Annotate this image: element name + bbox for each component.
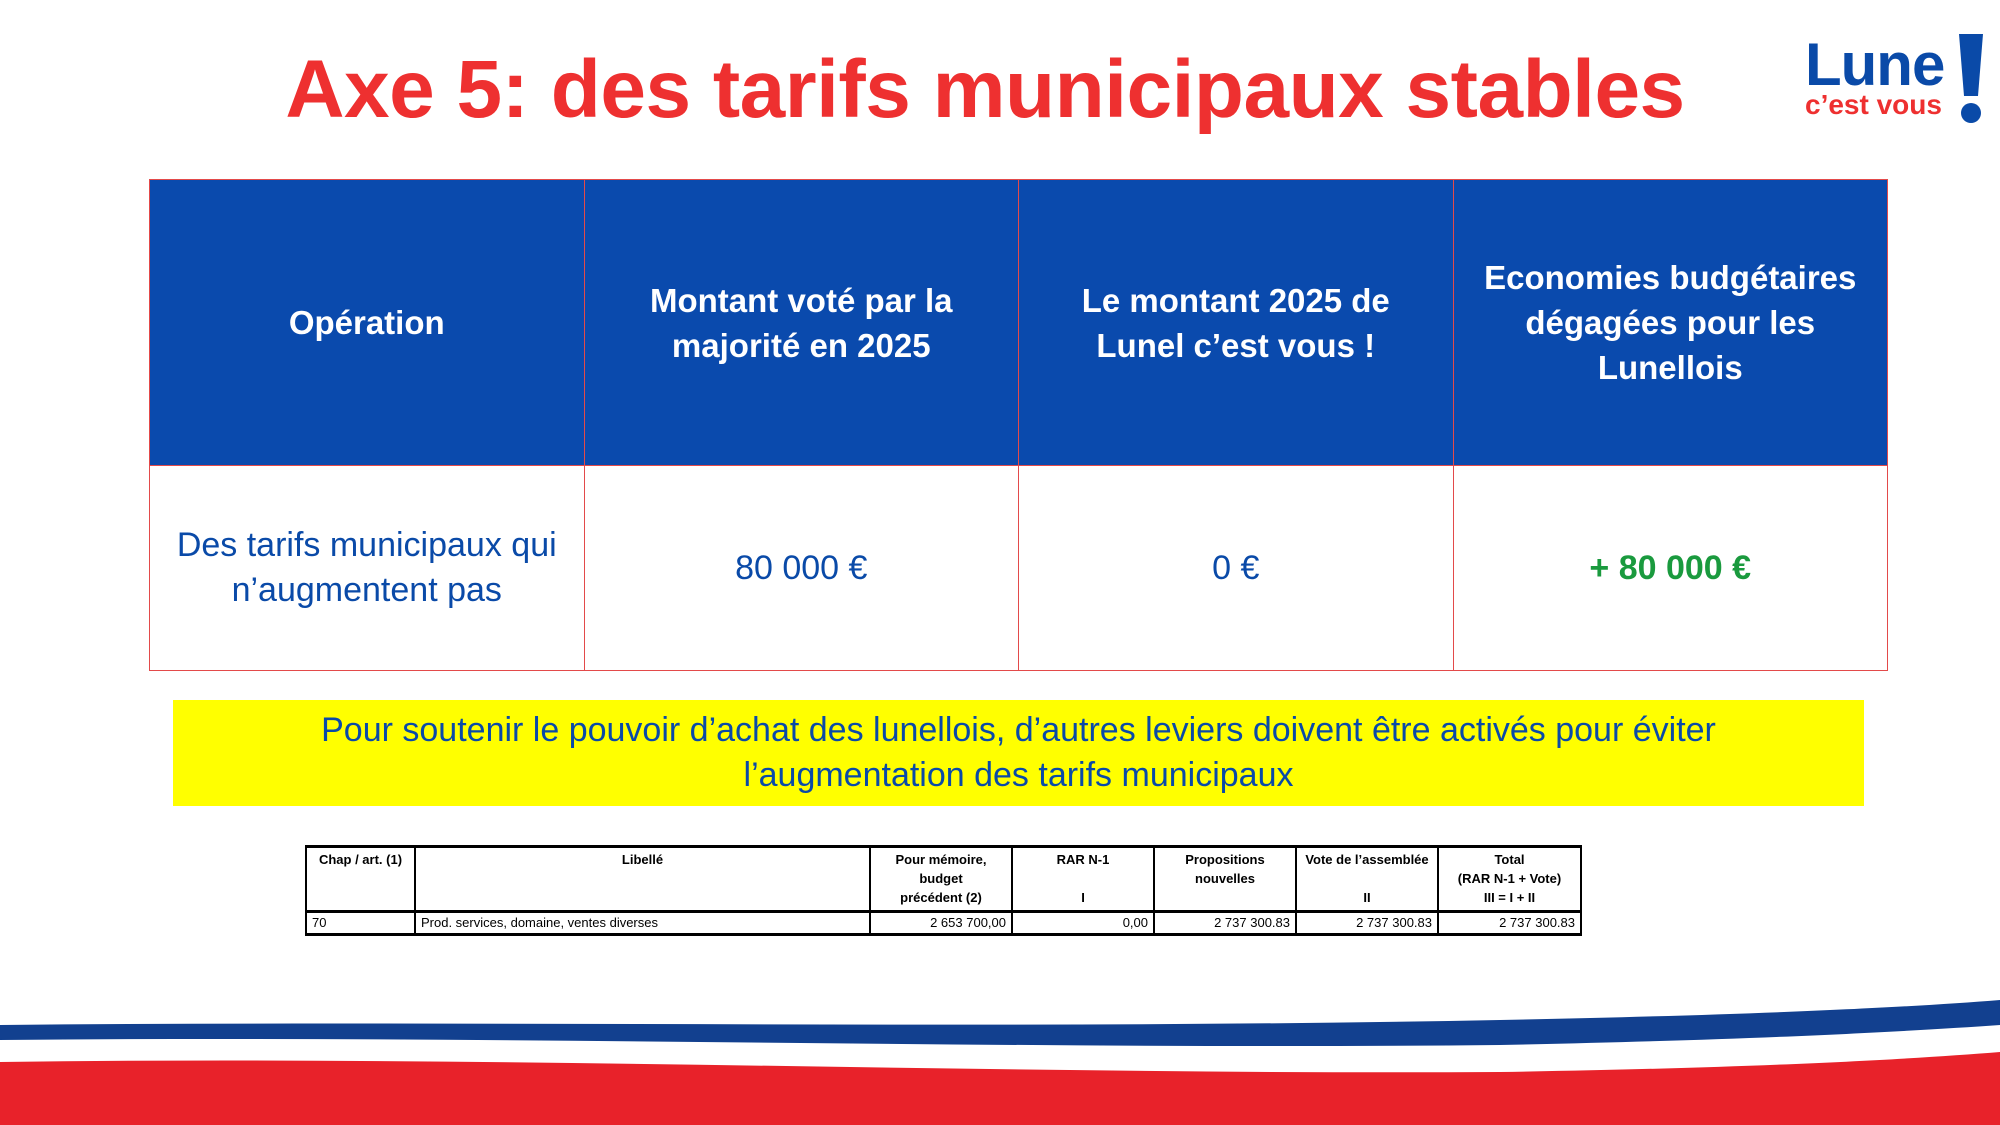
table-row (150, 466, 1888, 671)
budget-header-chap: Chap / art. (1) (306, 847, 415, 912)
budget-cell-total: 2 737 300.83 (1438, 912, 1581, 935)
cell-savings: + 80 000 € (1453, 466, 1888, 671)
budget-cell-memoire: 2 653 700,00 (870, 912, 1012, 935)
savings-table (149, 179, 1888, 671)
page-title: Axe 5: des tarifs municipaux stables (285, 44, 1685, 135)
budget-header-propositions: Propositions nouvelles (1154, 847, 1296, 912)
budget-row (306, 912, 1581, 935)
budget-header-row (306, 847, 1581, 912)
header-proposed-amount: Le montant 2025 de Lunel c’est vous ! (1019, 180, 1454, 466)
budget-cell-libelle: Prod. services, domaine, ventes diverses (415, 912, 870, 935)
budget-header-memoire: Pour mémoire, budget précédent (2) (870, 847, 1012, 912)
cell-operation: Des tarifs municipaux qui n’augmentent pas (150, 466, 585, 671)
logo-wordmark: Lune (1805, 31, 1945, 98)
budget-header-rar: RAR N-1 I (1012, 847, 1154, 912)
budget-header-total: Total (RAR N-1 + Vote) III = I + II (1438, 847, 1581, 912)
header-savings: Economies budgétaires dégagées pour les Lunellois (1453, 180, 1888, 466)
budget-cell-vote: 2 737 300.83 (1296, 912, 1438, 935)
exclamation-icon (1953, 30, 1989, 125)
budget-header-vote: Vote de l’assemblée II (1296, 847, 1438, 912)
lunel-logo (1805, 30, 1990, 125)
tricolor-wave-decoration (0, 990, 2000, 1125)
table-header-row (150, 180, 1888, 466)
cell-proposed-amount: 0 € (1019, 466, 1454, 671)
logo-tagline: c’est vous (1805, 89, 1942, 120)
budget-header-libelle: Libellé (415, 847, 870, 912)
header-operation: Opération (150, 180, 585, 466)
highlight-banner: Pour soutenir le pouvoir d’achat des lunellois, d’autres leviers doivent être activés pour éviter l’augmentation des tarifs municipaux (173, 700, 1864, 806)
budget-cell-rar: 0,00 (1012, 912, 1154, 935)
header-voted-amount: Montant voté par la majorité en 2025 (584, 180, 1019, 466)
budget-cell-chap: 70 (306, 912, 415, 935)
cell-voted-amount: 80 000 € (584, 466, 1019, 671)
budget-cell-propositions: 2 737 300.83 (1154, 912, 1296, 935)
budget-excerpt-table (305, 845, 1582, 936)
